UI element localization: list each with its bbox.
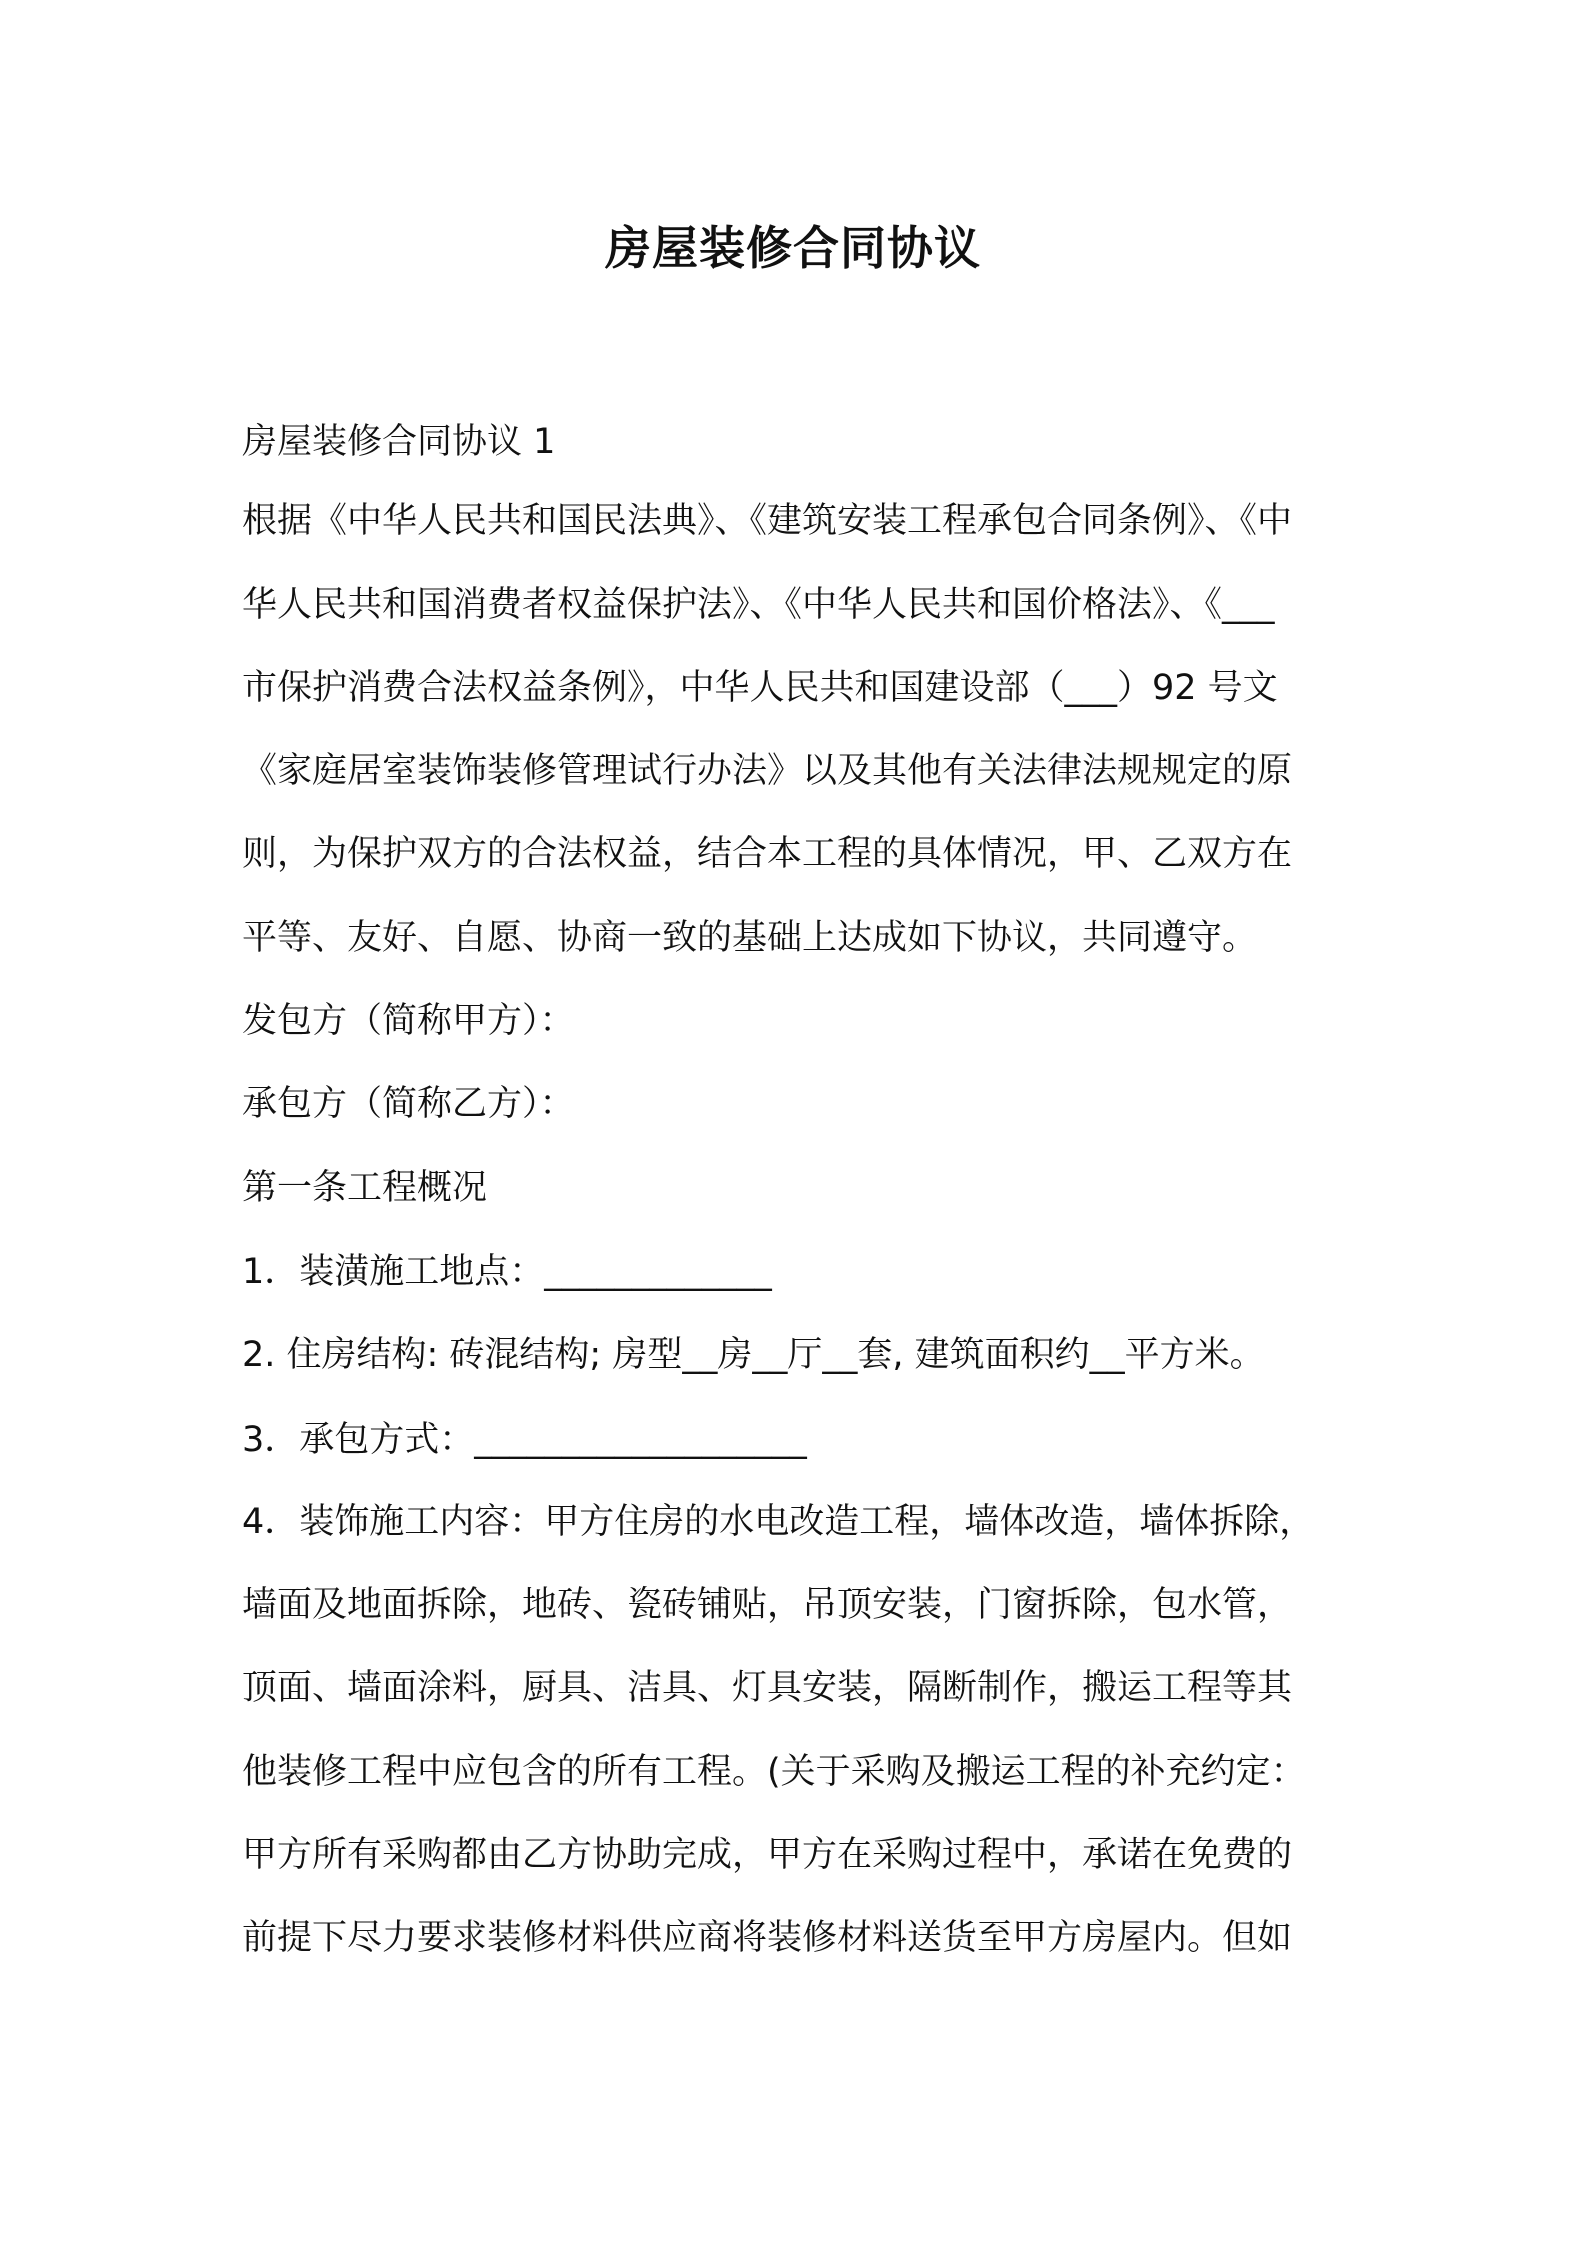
paragraph-line: 《家庭居室装饰装修管理试行办法》以及其他有关法律法规规定的原 [242,751,1293,791]
paragraph-line: 则，为保护双方的合法权益，结合本工程的具体情况，甲、乙双方在 [242,834,1293,874]
paragraph-line: 他装修工程中应包含的所有工程。(关于采购及搬运工程的补充约定： [242,1752,1306,1792]
paragraph-line: 平等、友好、自愿、协商一致的基础上达成如下协议，共同遵守。 [242,918,1258,958]
employer-party-line: 发包方（简称甲方）： [242,1001,575,1041]
clause-item: 3．承包方式：___________________ [242,1420,807,1460]
article-heading: 第一条工程概况 [242,1168,488,1208]
paragraph-line: 前提下尽力要求装修材料供应商将装修材料送货至甲方房屋内。但如 [242,1918,1293,1958]
clause-item: 1．装潢施工地点：_____________ [242,1252,772,1292]
paragraph-line: 市保护消费合法权益条例》，中华人民共和国建设部（___）92 号文 [242,668,1278,708]
paragraph-line: 华人民共和国消费者权益保护法》、《中华人民共和国价格法》、《___ [242,585,1275,625]
paragraph-line: 墙面及地面拆除，地砖、瓷砖铺贴，吊顶安装，门窗拆除，包水管， [242,1585,1293,1625]
clause-item: 2. 住房结构: 砖混结构; 房型__房__厅__套, 建筑面积约__平方米。 [242,1335,1265,1375]
document-title: 房屋装修合同协议 [605,221,981,275]
section-heading: 房屋装修合同协议 1 [242,422,556,462]
paragraph-line: 顶面、墙面涂料，厨具、洁具、灯具安装，隔断制作，搬运工程等其 [242,1668,1293,1708]
contractor-party-line: 承包方（简称乙方）： [242,1084,575,1124]
clause-item: 4．装饰施工内容：甲方住房的水电改造工程，墙体改造，墙体拆除， [242,1502,1315,1542]
paragraph-line: 根据《中华人民共和国民法典》、《建筑安装工程承包合同条例》、《中 [242,501,1293,541]
paragraph-line: 甲方所有采购都由乙方协助完成，甲方在采购过程中，承诺在免费的 [242,1835,1293,1875]
